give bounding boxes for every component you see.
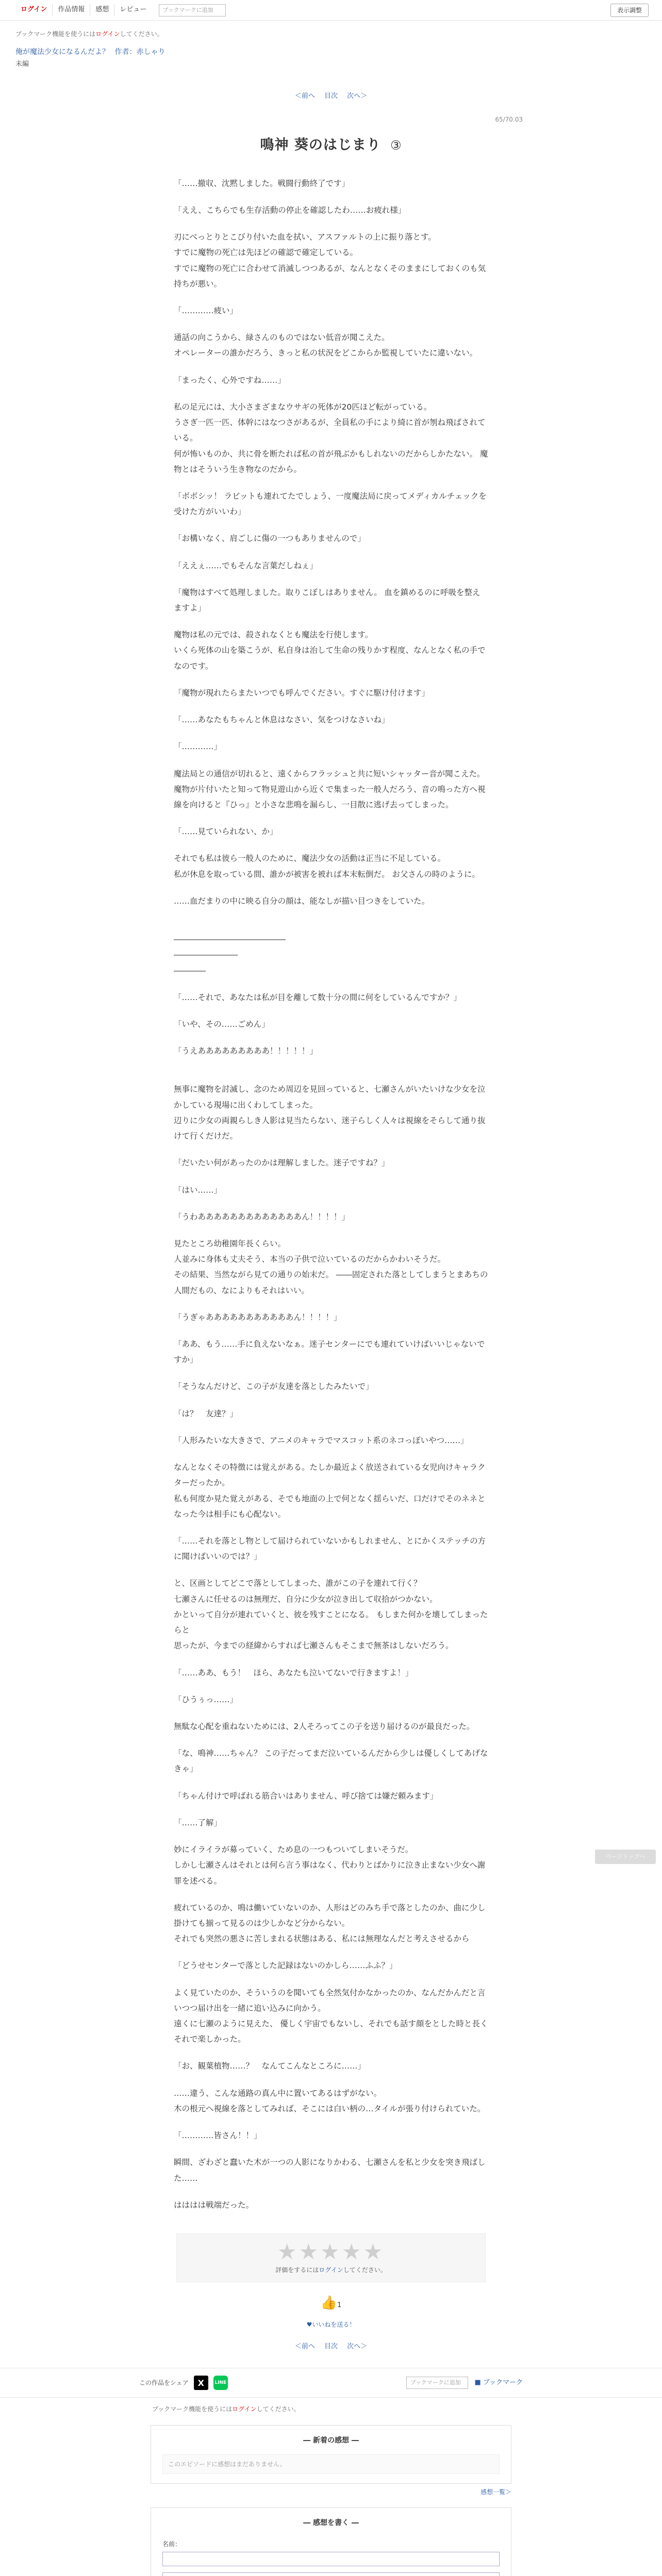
novel-paragraph: ……違う、こんな通路の真ん中に置いてあるはずがない。 (174, 2088, 382, 2098)
novel-paragraph (174, 1804, 488, 1815)
novel-paragraph: よく見ていたのか、そういうのを聞いても全然気付かなかったのか、なんだかんだと言いつつ届け出を一緒に追い込みに向かう。 (174, 1988, 486, 2013)
novel-paragraph: 私が休息を取っている間、誰かが被害を被れば本末転倒だ。 お父さんの時のように。 (174, 869, 480, 879)
novel-paragraph (174, 920, 488, 931)
x-share-icon[interactable]: X (194, 2376, 208, 2390)
login-notice-bottom: ブックマーク機能を使うにはログインしてください。 (152, 2405, 300, 2413)
novel-paragraph: 「……ああ、もう！ ほら、あなたも泣いてないで行きますよ！」 (174, 1668, 413, 1677)
novel-paragraph (174, 318, 488, 330)
author-link[interactable]: 作者：赤しゃり (114, 48, 166, 57)
novel-paragraph (174, 519, 488, 531)
novel-paragraph: 「魔物はすべて処理しました。取りこぼしはありません。 血を鎮めるのに呼吸を整えますよ」 (174, 587, 481, 613)
novel-paragraph: 魔物は私の元では、殺されなくとも魔法を行使します。 (174, 630, 373, 640)
bookmark-add-button[interactable]: ブックマークに追加 (159, 4, 226, 16)
novel-paragraph: 「ボボシッ！ ラビットも連れてたでしょう、一度魔法局に戻ってメディカルチェックを受けた方がいいわ」 (174, 491, 487, 517)
line-share-icon[interactable]: LINE (213, 2376, 228, 2390)
login-link[interactable]: ログイン (15, 4, 53, 15)
novel-paragraph (174, 1564, 488, 1575)
novel-paragraph: 「人形みたいな大きさで、アニメのキャラでマスコット系のネコっぽいやつ……」 (174, 1435, 469, 1445)
novel-paragraph (174, 191, 488, 202)
novel-paragraph (174, 1005, 488, 1016)
novel-paragraph (174, 1298, 488, 1310)
novel-paragraph (174, 547, 488, 558)
novel-paragraph (174, 218, 488, 229)
novel-paragraph: 私の足元には、大小さまざまなウサギの死体が20匹ほど転がっている。 (174, 402, 432, 412)
novel-paragraph: 無駄な心配を重ねないためには、2人そろってこの子を送り届けるのが最良だった。 (174, 1721, 475, 1731)
novel-paragraph: ―――――――― (174, 950, 238, 960)
novel-paragraph: 「な、鳴神……ちゃん？ この子だってまだ泣いているんだから少しは優しくしてあげなきゃ」 (174, 1749, 488, 1774)
novel-paragraph (174, 674, 488, 685)
novel-paragraph (174, 1654, 488, 1665)
login-notice: ブックマーク機能を使うにはログインしてください。 (15, 30, 163, 38)
novel-paragraph (174, 1032, 488, 1043)
series-status: 未編 (15, 60, 29, 69)
novel-paragraph: 「お構いなく、肩ごしに傷の一つもありませんので」 (174, 534, 366, 544)
novel-paragraph: 思ったが、今までの経緯からすれば七瀬さんもそこまで無茶はしないだろう。 (174, 1641, 454, 1651)
novel-paragraph: 「…………疲い」 (174, 306, 238, 315)
nav-work-info[interactable]: 作品情報 (53, 4, 90, 15)
share-label: この作品をシェア (139, 2379, 189, 2387)
rating-message: 評価をするにはログインしてください。 (275, 2266, 387, 2274)
rating-stars[interactable]: ★★★★★ (277, 2239, 385, 2264)
novel-paragraph: 「まったく、心外ですね……」 (174, 375, 286, 385)
review-textarea[interactable] (162, 2572, 500, 2576)
novel-paragraph: 通話の向こうから、緑さんのものではない低音が聞こえた。 (174, 333, 390, 343)
novel-paragraph: その結果、当然ながら見ての通りの始末だ。 ――固定された落としてしまうとまあちの人間だもの、なによりもそれはいい。 (174, 1270, 488, 1295)
toc-link-bottom[interactable]: 目次 (324, 2343, 338, 2351)
novel-paragraph: いくら死体の山を築こうが、私自身は治して生命の残りかす程度、なんとなく私の手でなのです。 (174, 646, 486, 671)
novel-paragraph (174, 1974, 488, 1985)
novel-paragraph: 魔物が片付いたと知って物見遊山から近くで集まった一般人だろう、音の鳴った方へ視線を向けると『ひっ』と小さな悲鳴を漏らし、一目散に逃げ去ってしまった。 (174, 784, 486, 809)
novel-paragraph: 「…………皆さん！！」 (174, 2131, 262, 2141)
novel-paragraph: 「…………」 (174, 742, 222, 752)
episode-pager-bottom (0, 2341, 662, 2352)
page-top-button[interactable]: ページトップへ (595, 1850, 656, 1864)
novel-paragraph: 「そうなんだけど、この子が友達を落としたみたいで」 (174, 1382, 374, 1392)
novel-paragraph (174, 909, 488, 920)
novel-paragraph: 「……了解」 (174, 1818, 222, 1827)
novel-paragraph: 「うぎゃあああああああああああん！！！！」 (174, 1312, 342, 1322)
episode-pager-top (0, 91, 662, 102)
novel-paragraph: 刃にべっとりとこびり付いた血を拭い、アスファルトの上に振り落とす。 (174, 232, 436, 242)
top-nav (15, 4, 152, 15)
display-settings-button[interactable]: 表示調整 (610, 4, 649, 17)
novel-paragraph: うさぎ一匹一匹、体幹にはなつさがあるが、全員私の手により綺に首が刎ね飛ばされている。 (174, 418, 486, 443)
login-notice-link-bottom[interactable]: ログイン (232, 2405, 257, 2413)
series-title-link[interactable]: 俺が魔法少女になるんだよ？ (15, 48, 109, 57)
novel-paragraph (174, 2074, 488, 2086)
novel-paragraph (174, 1777, 488, 1788)
novel-paragraph: 無事に魔物を討滅し、念のため周辺を見回っていると、七瀬さんがいたいけな少女を泣かしている現場に出くわしてしまった。 (174, 1084, 486, 1110)
novel-paragraph: ―――――――――――――― (174, 935, 286, 944)
bookmark-add-button-bottom[interactable]: ブックマークに追加 (406, 2377, 468, 2389)
novel-paragraph: それでも私は彼ら一般人のために、魔法少女の活動は正当に不足している。 (174, 854, 446, 863)
novel-paragraph: 人並みに身体も丈夫そう、本当の子供で泣いているのだからかわいそうだ。 (174, 1255, 446, 1264)
novel-paragraph (174, 978, 488, 990)
top-bar (0, 0, 662, 21)
review-form (151, 2507, 511, 2576)
novel-paragraph (174, 2186, 488, 2197)
novel-paragraph (174, 1225, 488, 1236)
novel-paragraph: 何が怖いものか、共に骨を断たれば私の首が飛ぶかもしれないのだからしかたない。 魔物とはそういう生き物なのだから。 (174, 449, 488, 474)
novel-paragraph: 「……それを落とし物として届けられていないかもしれません、とにかくステッチの方に聞けばいいのでは？」 (174, 1536, 486, 1562)
novel-paragraph: 「ええぇ……でもそんな言葉だしねぇ」 (174, 561, 318, 570)
like-button[interactable]: ♥いいねを送る！ (306, 2320, 356, 2328)
rating-login-link[interactable]: ログイン (319, 2266, 343, 2274)
novel-paragraph: なんとなくその特徴には覚えがある。たしか最近よく放送されている女児向けキャラクターだったか。 (174, 1463, 486, 1488)
novel-paragraph (174, 1448, 488, 1460)
novel-paragraph: 「いや、その……ごめん」 (174, 1019, 270, 1029)
share-bar-right (406, 2377, 523, 2389)
novel-paragraph: 「ああ、もう……手に負えないなぁ。迷子センターにでも連れていけばいいじゃないですか」 (174, 1340, 485, 1365)
novel-paragraph: と、区画としてどこで落としてしまった、誰がこの子を連れて行く？ (174, 1579, 422, 1588)
bookmark-link[interactable]: ■ ブックマーク (474, 2379, 523, 2387)
novel-paragraph: 魔法局との通信が切れると、遠くからフラッシュと共に短いシャッター音が聞こえた。 (174, 769, 485, 778)
novel-paragraph (174, 1395, 488, 1406)
novel-paragraph (174, 2143, 488, 2155)
novel-paragraph (174, 1946, 488, 1958)
novel-paragraph: 私も何度か見た覚えがある、そでも地面の上で何となく揺らいだ、口だけでそのネネとなった今は相手にも心配ない。 (174, 1494, 486, 1519)
novel-paragraph: 疲れているのか、鳴は働いていないのか、人形はどのみち手で落としたのか、曲に少し掛けても揃って見るのは少しかなど分からない。 (174, 1903, 486, 1928)
novel-paragraph: しかし七瀬さんはそれとは何ら言う事はなく、代わりとばかりに泣き止まない少女へ謝罪を述べる。 (174, 1860, 486, 1886)
novel-paragraph (174, 1144, 488, 1155)
novel-paragraph: 「うわあああああああああああああん！！！！」 (174, 1212, 350, 1222)
review-form-title: ― 感想を書く ― (303, 2519, 359, 2528)
novel-paragraph (174, 1681, 488, 1692)
name-label: 名前： (162, 2540, 181, 2548)
novel-paragraph: 「は？ 友達？」 (174, 1409, 238, 1418)
novel-paragraph (174, 1734, 488, 1745)
novel-paragraph: 見たところ幼稚園年長くらい。 (174, 1239, 286, 1248)
novel-paragraph (174, 477, 488, 488)
novel-paragraph: 「だいたい何があったのかは理解しました。迷子ですね？」 (174, 1158, 390, 1168)
prev-episode-link[interactable]: ＜前へ (294, 92, 315, 100)
novel-paragraph: 「うえあああああああああ！！！！！」 (174, 1046, 318, 1056)
novel-paragraph (174, 1707, 488, 1719)
novel-paragraph (174, 882, 488, 893)
novel-paragraph (174, 701, 488, 712)
novel-paragraph: 辺りに少女の両親らしき人影は見当たらない、迷子らしく人々は視線をそらして通り抜けて行くだけだ。 (174, 1115, 486, 1141)
novel-paragraph: 「ひうぅっ……」 (174, 1694, 238, 1704)
series-info (15, 46, 647, 70)
novel-paragraph: ―――― (174, 965, 206, 975)
novel-paragraph (174, 1831, 488, 1842)
novel-paragraph (174, 616, 488, 627)
next-episode-link[interactable]: 次へ＞ (347, 92, 368, 100)
novel-paragraph: 「はい……」 (174, 1185, 222, 1195)
rating-box (176, 2233, 486, 2282)
novel-paragraph (174, 361, 488, 372)
novel-paragraph: 妙にイライラが募っていく、ため息の一つもついてしまいそうだ。 (174, 1845, 413, 1855)
novel-paragraph: ……血だまりの中に映る自分の顔は、能なしが描い目つきをしていた。 (174, 896, 430, 906)
novel-paragraph: 「どうせセンターで落とした記録はないのかしら……ふふ？」 (174, 1961, 398, 1971)
nav-review-list[interactable]: レビュー (120, 6, 147, 14)
novel-paragraph (174, 1522, 488, 1533)
novel-paragraph: はははは戦端だった。 (174, 2200, 254, 2210)
latest-reviews-empty: このエピソードに感想はまだありません。 (162, 2454, 500, 2474)
latest-reviews-title: ― 新着の感想 ― (303, 2436, 359, 2445)
toc-link[interactable]: 目次 (324, 92, 338, 100)
novel-body (174, 176, 488, 2213)
episode-number: 65/70.03 (495, 116, 523, 124)
novel-paragraph (174, 1367, 488, 1379)
novel-paragraph: 「……撤収、沈黙しました。戦闘行動終了です」 (174, 178, 350, 188)
latest-reviews-box (151, 2425, 511, 2484)
novel-paragraph (174, 1325, 488, 1336)
login-notice-link[interactable]: ログイン (95, 30, 120, 38)
novel-paragraph (174, 573, 488, 585)
novel-paragraph: かといって自分が連れていくと、彼を残すことになる。 もしまた何かを壊してしまったらと (174, 1609, 488, 1635)
novel-header (0, 21, 662, 70)
prev-episode-link-bottom[interactable]: ＜前へ (294, 2343, 315, 2351)
novel-paragraph (174, 812, 488, 824)
novel-paragraph (174, 839, 488, 851)
novel-paragraph: 「お、観葉植物……？ なんてこんなところに……」 (174, 2061, 366, 2071)
novel-paragraph: 「ええ、こちらでも生存活動の停止を確認したわ……お疲れ様」 (174, 205, 406, 215)
novel-paragraph: 「……それで、あなたは私が目を離して数十分の間に何をしているんですか？」 (174, 992, 461, 1002)
novel-paragraph: 「ちゃん付けで呼ばれる筋合いはありません、呼び捨ては嫌だ頼みます」 (174, 1791, 438, 1801)
novel-paragraph (174, 2047, 488, 2058)
novel-paragraph (174, 1070, 488, 1081)
like-count: 1 (337, 2301, 342, 2309)
novel-paragraph (174, 727, 488, 739)
like-section (0, 2292, 662, 2314)
novel-paragraph: すでに魔物の死亡に合わせて消滅しつつあるが、なんとなくそのままにしておくのも気持ちが悪い。 (174, 263, 486, 289)
novel-paragraph: 「……見ていられない、か」 (174, 827, 278, 837)
novel-paragraph (174, 2116, 488, 2128)
novel-paragraph (174, 1059, 488, 1070)
name-field[interactable] (162, 2552, 500, 2566)
novel-paragraph: 七瀬さんに任せるのは無理だ、自分に少女が泣き出して収拾がつかない。 (174, 1594, 438, 1604)
novel-paragraph (174, 755, 488, 766)
novel-paragraph (174, 1171, 488, 1182)
episode-title: 鳴神 葵のはじまり ③ (260, 137, 402, 153)
novel-paragraph (174, 1889, 488, 1900)
episode-part: ③ (390, 138, 402, 152)
novel-paragraph: 「魔物が現れたらまたいつでも呼んでください。すぐに駆け付けます」 (174, 688, 430, 698)
novel-paragraph: 瞬間、ざわざと蠢いた木が一つの人影になりかわる、七瀬さんを私と少女を突き飛ばした…… (174, 2158, 486, 2183)
novel-paragraph: 遠くに七瀬のように見えた、 優しく宇宙でもないし、それでも話す顔をとした時と長くそれで楽しかった。 (174, 2019, 488, 2044)
review-list-link[interactable]: 感想一覧＞ (480, 2488, 511, 2496)
novel-paragraph: すでに魔物の死亡は先ほどの確認で確定している。 (174, 248, 358, 258)
novel-paragraph: 木の根元へ視線を落としてみれば、そこには白い柄の…タイルが張り付けられていた。 (174, 2104, 486, 2113)
novel-paragraph (174, 1198, 488, 1209)
thumbs-up-icon[interactable]: 👍 (320, 2295, 338, 2311)
novel-paragraph: オペレーターの誰かだろう、きっと私の状況をどこからか監視していたに違いない。 (174, 348, 478, 358)
novel-paragraph (174, 1421, 488, 1433)
nav-reviews[interactable]: 感想 (90, 4, 114, 15)
novel-paragraph (174, 388, 488, 399)
share-bar (0, 2368, 662, 2398)
novel-paragraph: それでも突然の悪さに苦しまれる状態はある、私には無理なんだと考えさせるから (174, 1934, 470, 1944)
novel-paragraph: 「……あなたもちゃんと休息はなさい、気をつけなさいね」 (174, 715, 390, 725)
novel-paragraph (174, 292, 488, 303)
next-episode-link-bottom[interactable]: 次へ＞ (347, 2343, 368, 2351)
